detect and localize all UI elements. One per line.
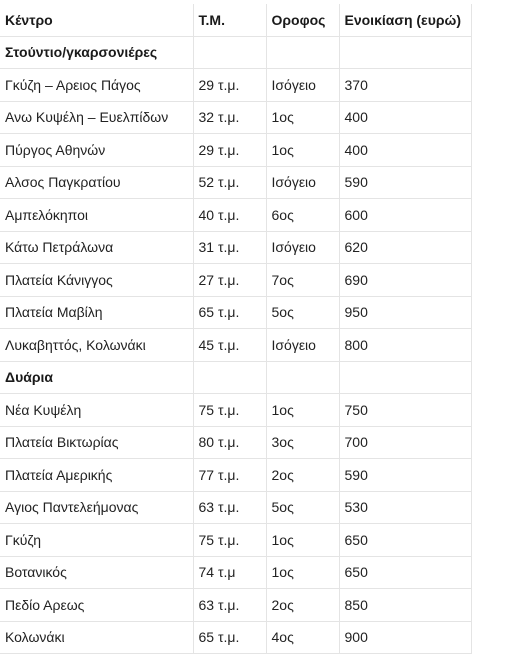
table-row [0,231,471,264]
floor-cell: Ισόγειο [266,166,339,199]
rent-cell: 750 [339,394,471,427]
area-cell: Γκύζη [0,524,193,557]
table-row [0,296,471,329]
rent-cell: 370 [339,69,471,102]
floor-cell: 5ος [266,296,339,329]
rent-cell: 800 [339,329,471,362]
table-row [0,199,471,232]
size-cell: 75 τ.μ. [193,524,266,557]
floor-cell: 1ος [266,101,339,134]
section-empty-cell [339,36,471,69]
table-row [0,69,471,102]
floor-cell: 7ος [266,264,339,297]
rent-cell: 850 [339,589,471,622]
floor-cell: Ισόγειο [266,231,339,264]
size-cell: 77 τ.μ. [193,459,266,492]
area-cell: Πλατεία Μαβίλη [0,296,193,329]
table-row [0,524,471,557]
table-row [0,426,471,459]
area-cell: Γκύζη – Αρειος Πάγος [0,69,193,102]
size-cell: 32 τ.μ. [193,101,266,134]
table-row [0,166,471,199]
table-row [0,589,471,622]
size-cell: 65 τ.μ. [193,621,266,654]
rent-cell: 650 [339,556,471,589]
header-area: Κέντρο [0,4,193,36]
area-cell: Βοτανικός [0,556,193,589]
floor-cell: 1ος [266,524,339,557]
floor-cell: 1ος [266,134,339,167]
floor-cell: Ισόγειο [266,69,339,102]
section-empty-cell [193,361,266,394]
rent-cell: 950 [339,296,471,329]
area-cell: Αμπελόκηποι [0,199,193,232]
table-row [0,556,471,589]
area-cell: Πεδίο Αρεως [0,589,193,622]
size-cell: 52 τ.μ. [193,166,266,199]
header-floor: Οροφος [266,4,339,36]
size-cell: 75 τ.μ. [193,394,266,427]
area-cell: Νέα Κυψέλη [0,394,193,427]
floor-cell: 6ος [266,199,339,232]
area-cell: Αγιος Παντελεήμονας [0,491,193,524]
rent-cell: 590 [339,166,471,199]
rent-cell: 530 [339,491,471,524]
area-cell: Πλατεία Κάνιγγος [0,264,193,297]
area-cell: Αλσος Παγκρατίου [0,166,193,199]
size-cell: 40 τ.μ. [193,199,266,232]
rent-table [0,4,472,654]
floor-cell: Ισόγειο [266,329,339,362]
section-empty-cell [339,361,471,394]
rent-cell: 900 [339,621,471,654]
table-row [0,134,471,167]
header-row [0,4,471,36]
section-row [0,361,471,394]
table-row [0,329,471,362]
floor-cell: 2ος [266,459,339,492]
size-cell: 74 τ.μ [193,556,266,589]
area-cell: Πλατεία Αμερικής [0,459,193,492]
section-empty-cell [266,36,339,69]
rent-cell: 650 [339,524,471,557]
rent-cell: 400 [339,134,471,167]
floor-cell: 3ος [266,426,339,459]
floor-cell: 1ος [266,394,339,427]
floor-cell: 4ος [266,621,339,654]
area-cell: Πλατεία Βικτωρίας [0,426,193,459]
header-size: Τ.Μ. [193,4,266,36]
table-body [0,36,471,654]
section-title: Στούντιο/γκαρσονιέρες [0,36,193,69]
size-cell: 29 τ.μ. [193,134,266,167]
area-cell: Κολωνάκι [0,621,193,654]
section-empty-cell [266,361,339,394]
size-cell: 65 τ.μ. [193,296,266,329]
floor-cell: 5ος [266,491,339,524]
size-cell: 63 τ.μ. [193,589,266,622]
floor-cell: 1ος [266,556,339,589]
section-empty-cell [193,36,266,69]
size-cell: 45 τ.μ. [193,329,266,362]
table-row [0,264,471,297]
floor-cell: 2ος [266,589,339,622]
rent-cell: 600 [339,199,471,232]
table-row [0,394,471,427]
size-cell: 27 τ.μ. [193,264,266,297]
header-rent: Ενοικίαση (ευρώ) [339,4,471,36]
area-cell: Κάτω Πετράλωνα [0,231,193,264]
section-title: Δυάρια [0,361,193,394]
rent-cell: 620 [339,231,471,264]
area-cell: Λυκαβηττός, Κολωνάκι [0,329,193,362]
table-row [0,459,471,492]
size-cell: 80 τ.μ. [193,426,266,459]
table-row [0,621,471,654]
rent-cell: 400 [339,101,471,134]
table-row [0,101,471,134]
rent-cell: 590 [339,459,471,492]
size-cell: 29 τ.μ. [193,69,266,102]
section-row [0,36,471,69]
size-cell: 63 τ.μ. [193,491,266,524]
area-cell: Ανω Κυψέλη – Ευελπίδων [0,101,193,134]
area-cell: Πύργος Αθηνών [0,134,193,167]
rent-cell: 700 [339,426,471,459]
rent-cell: 690 [339,264,471,297]
table-header [0,4,471,36]
size-cell: 31 τ.μ. [193,231,266,264]
table-row [0,491,471,524]
